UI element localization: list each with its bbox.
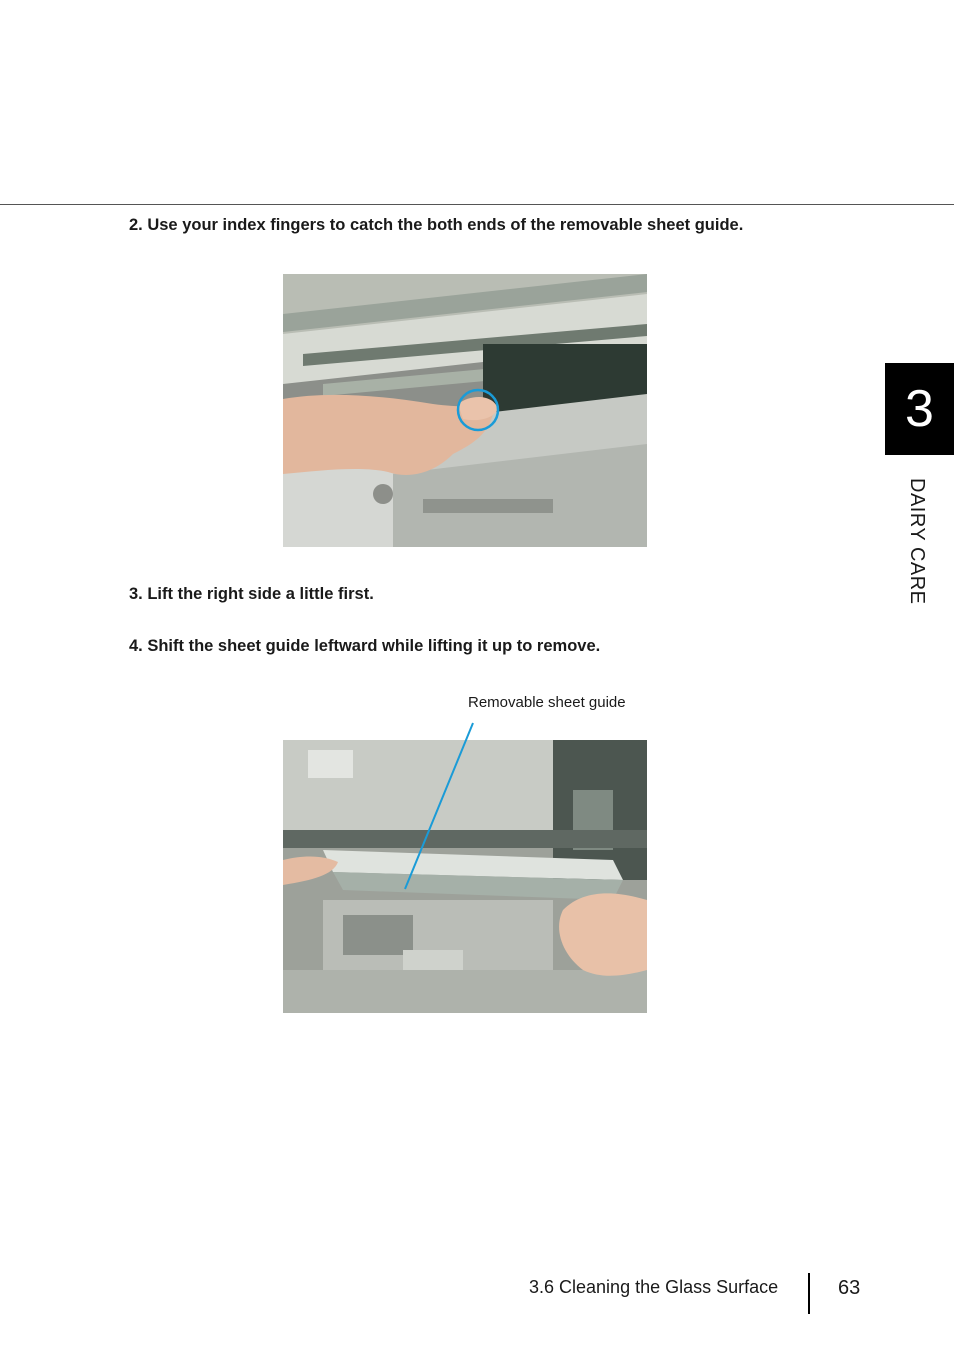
step-2-text: 2. Use your index fingers to catch the both ends of the removable sheet guide. — [129, 216, 744, 234]
step-3-text: 3. Lift the right side a little first. — [129, 585, 374, 603]
footer-divider — [808, 1273, 810, 1314]
chapter-title-label: DAIRY CARE — [906, 478, 928, 605]
chapter-number-tab: 3 — [885, 363, 954, 455]
page-number: 63 — [838, 1277, 861, 1299]
callout-label: Removable sheet guide — [468, 694, 626, 711]
footer-section-title: 3.6 Cleaning the Glass Surface — [529, 1277, 779, 1297]
step-4-text: 4. Shift the sheet guide leftward while lifting it up to remove. — [129, 637, 601, 655]
